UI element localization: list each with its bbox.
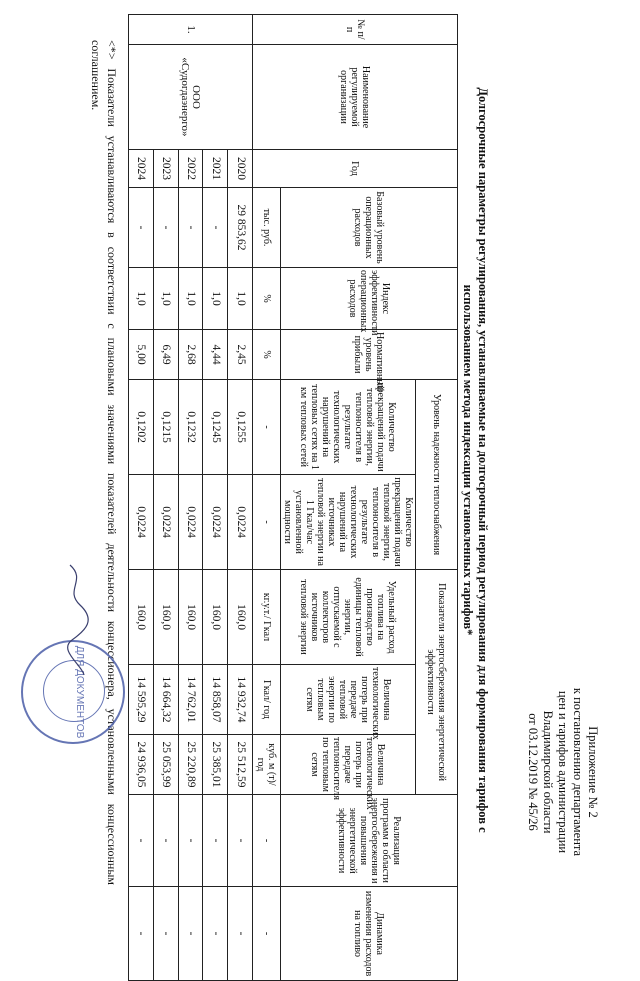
approval-line: от 03.12.2019 № 45/26	[526, 713, 540, 831]
cell-carrier-losses: 24 936,05	[129, 735, 154, 795]
table-row	[153, 15, 178, 981]
approval-line: Приложение № 2	[586, 726, 600, 818]
cell-fuel-dynamics: -	[178, 887, 203, 981]
org-number: 1.	[129, 15, 253, 45]
approval-line: Владимирской области	[541, 710, 555, 834]
header-energy-group: Показатели энергосбережения энергетической эффективности	[416, 570, 458, 795]
cell-profit-level: 5,00	[129, 330, 154, 380]
cell-profit-level: 2,45	[228, 330, 253, 380]
cell-reliability-a: 0,1215	[153, 380, 178, 475]
cell-heat-losses: 14 858,07	[203, 665, 228, 735]
cell-year: 2020	[228, 150, 253, 188]
unit-cell: тыс. руб.	[253, 188, 281, 268]
signature-mark	[62, 560, 92, 680]
cell-profit-level: 2,68	[178, 330, 203, 380]
cell-programs: -	[178, 795, 203, 887]
cell-reliability-a: 0,1245	[203, 380, 228, 475]
cell-year: 2023	[153, 150, 178, 188]
table-row	[178, 15, 203, 981]
cell-reliability-b: 0,0224	[129, 475, 154, 570]
cell-reliability-a: 0,1255	[228, 380, 253, 475]
header-fuel-rate: Удельный расход топлива на производство единицы тепловой энергии, отпускаемой с коллекторов источников тепловой энергии	[281, 570, 416, 665]
header-reliability-a: Количество прекращений подачи тепловой энергии, теплоносителя в результате технологических нарушений на тепловых сетях на 1 км тепловых сетей	[281, 380, 416, 475]
cell-base-costs: -	[129, 188, 154, 268]
cell-efficiency-index: 1,0	[228, 268, 253, 330]
header-base-costs: Базовый уровень операционных расходов	[281, 188, 458, 268]
cell-carrier-losses: 25 512,59	[228, 735, 253, 795]
cell-fuel-rate: 160,0	[203, 570, 228, 665]
table-row	[129, 15, 154, 981]
cell-base-costs: -	[203, 188, 228, 268]
unit-cell: %	[253, 330, 281, 380]
unit-cell: -	[253, 795, 281, 887]
cell-reliability-b: 0,0224	[178, 475, 203, 570]
cell-heat-losses: 14 762,01	[178, 665, 203, 735]
table-row	[228, 15, 253, 981]
cell-carrier-losses: 25 220,89	[178, 735, 203, 795]
cell-fuel-dynamics: -	[203, 887, 228, 981]
cell-reliability-a: 0,1202	[129, 380, 154, 475]
cell-profit-level: 6,49	[153, 330, 178, 380]
table-row	[203, 15, 228, 981]
cell-efficiency-index: 1,0	[178, 268, 203, 330]
cell-fuel-rate: 160,0	[228, 570, 253, 665]
approval-line: цен и тарифов администрации	[556, 690, 570, 854]
cell-carrier-losses: 25 385,01	[203, 735, 228, 795]
unit-cell: куб. м (т)/год	[253, 735, 281, 795]
cell-efficiency-index: 1,0	[203, 268, 228, 330]
unit-cell: Гкал/ год	[253, 665, 281, 735]
cell-base-costs: 29 853,62	[228, 188, 253, 268]
cell-year: 2024	[129, 150, 154, 188]
parameters-table	[128, 14, 458, 981]
cell-efficiency-index: 1,0	[129, 268, 154, 330]
header-reliability-b: Количество прекращений подачи тепловой энергии, теплоносителя в результате технологических нарушений на источниках тепловой энергии на 1 Гкал/час установленной мощности	[281, 475, 416, 570]
cell-heat-losses: 14 932,74	[228, 665, 253, 735]
cell-fuel-dynamics: -	[153, 887, 178, 981]
title-line: Долгосрочные параметры регулирования, устанавливаемые на долгосрочный период регулирования для формирования тарифов с	[476, 87, 490, 833]
approval-line: к постановлению департамента	[571, 687, 585, 857]
cell-reliability-a: 0,1232	[178, 380, 203, 475]
cell-programs: -	[153, 795, 178, 887]
cell-heat-losses: 14 664,32	[153, 665, 178, 735]
unit-cell: -	[253, 380, 281, 475]
header-carrier-losses: Величина технологических потерь при передаче теплоносителя по тепловым сетям	[281, 735, 416, 795]
stamp-text: ДЛЯ ДОКУМЕНТОВ	[74, 645, 85, 739]
header-year: Год	[253, 150, 458, 188]
header-num: № п/п	[253, 15, 458, 45]
cell-fuel-rate: 160,0	[129, 570, 154, 665]
cell-fuel-dynamics: -	[129, 887, 154, 981]
cell-reliability-b: 0,0224	[228, 475, 253, 570]
unit-cell: -	[253, 475, 281, 570]
header-programs: Реализация программ в области энергосбережения и повышения энергетической эффективности	[281, 795, 458, 887]
header-reliability: Уровень надежности теплоснабжения	[416, 380, 458, 570]
org-name: ООО «Судогдаэнерго»	[129, 45, 253, 150]
footnote: <*> Показатели устанавливаются в соответствии с плановыми значениями показателей деятельности концессионера, установленными концессионным соглашением.	[89, 40, 119, 885]
header-profit-level: Нормативный уровень прибыли	[281, 330, 458, 380]
cell-fuel-dynamics: -	[228, 887, 253, 981]
cell-base-costs: -	[178, 188, 203, 268]
header-org: Наименование регулируемой организации	[253, 45, 458, 150]
cell-base-costs: -	[153, 188, 178, 268]
cell-carrier-losses: 25 053,99	[153, 735, 178, 795]
cell-programs: -	[129, 795, 154, 887]
header-fuel-dynamics: Динамика изменения расходов на топливо	[281, 887, 458, 981]
unit-cell: -	[253, 887, 281, 981]
cell-year: 2022	[178, 150, 203, 188]
unit-cell: %	[253, 268, 281, 330]
cell-year: 2021	[203, 150, 228, 188]
cell-reliability-b: 0,0224	[153, 475, 178, 570]
cell-programs: -	[203, 795, 228, 887]
unit-cell: кг.у.т./ Гкал	[253, 570, 281, 665]
header-heat-losses: Величина технологических потерь при передаче тепловой энергии по тепловым сетям	[281, 665, 416, 735]
document-title	[460, 30, 490, 890]
cell-programs: -	[228, 795, 253, 887]
cell-reliability-b: 0,0224	[203, 475, 228, 570]
cell-efficiency-index: 1,0	[153, 268, 178, 330]
header-efficiency-index: Индекс эффективности операционных расходов	[281, 268, 458, 330]
title-line: использованием метода индексации установленных тарифов*	[461, 284, 475, 636]
cell-profit-level: 4,44	[203, 330, 228, 380]
approval-block	[525, 667, 600, 877]
cell-fuel-rate: 160,0	[178, 570, 203, 665]
cell-fuel-rate: 160,0	[153, 570, 178, 665]
cell-heat-losses: 14 595,29	[129, 665, 154, 735]
